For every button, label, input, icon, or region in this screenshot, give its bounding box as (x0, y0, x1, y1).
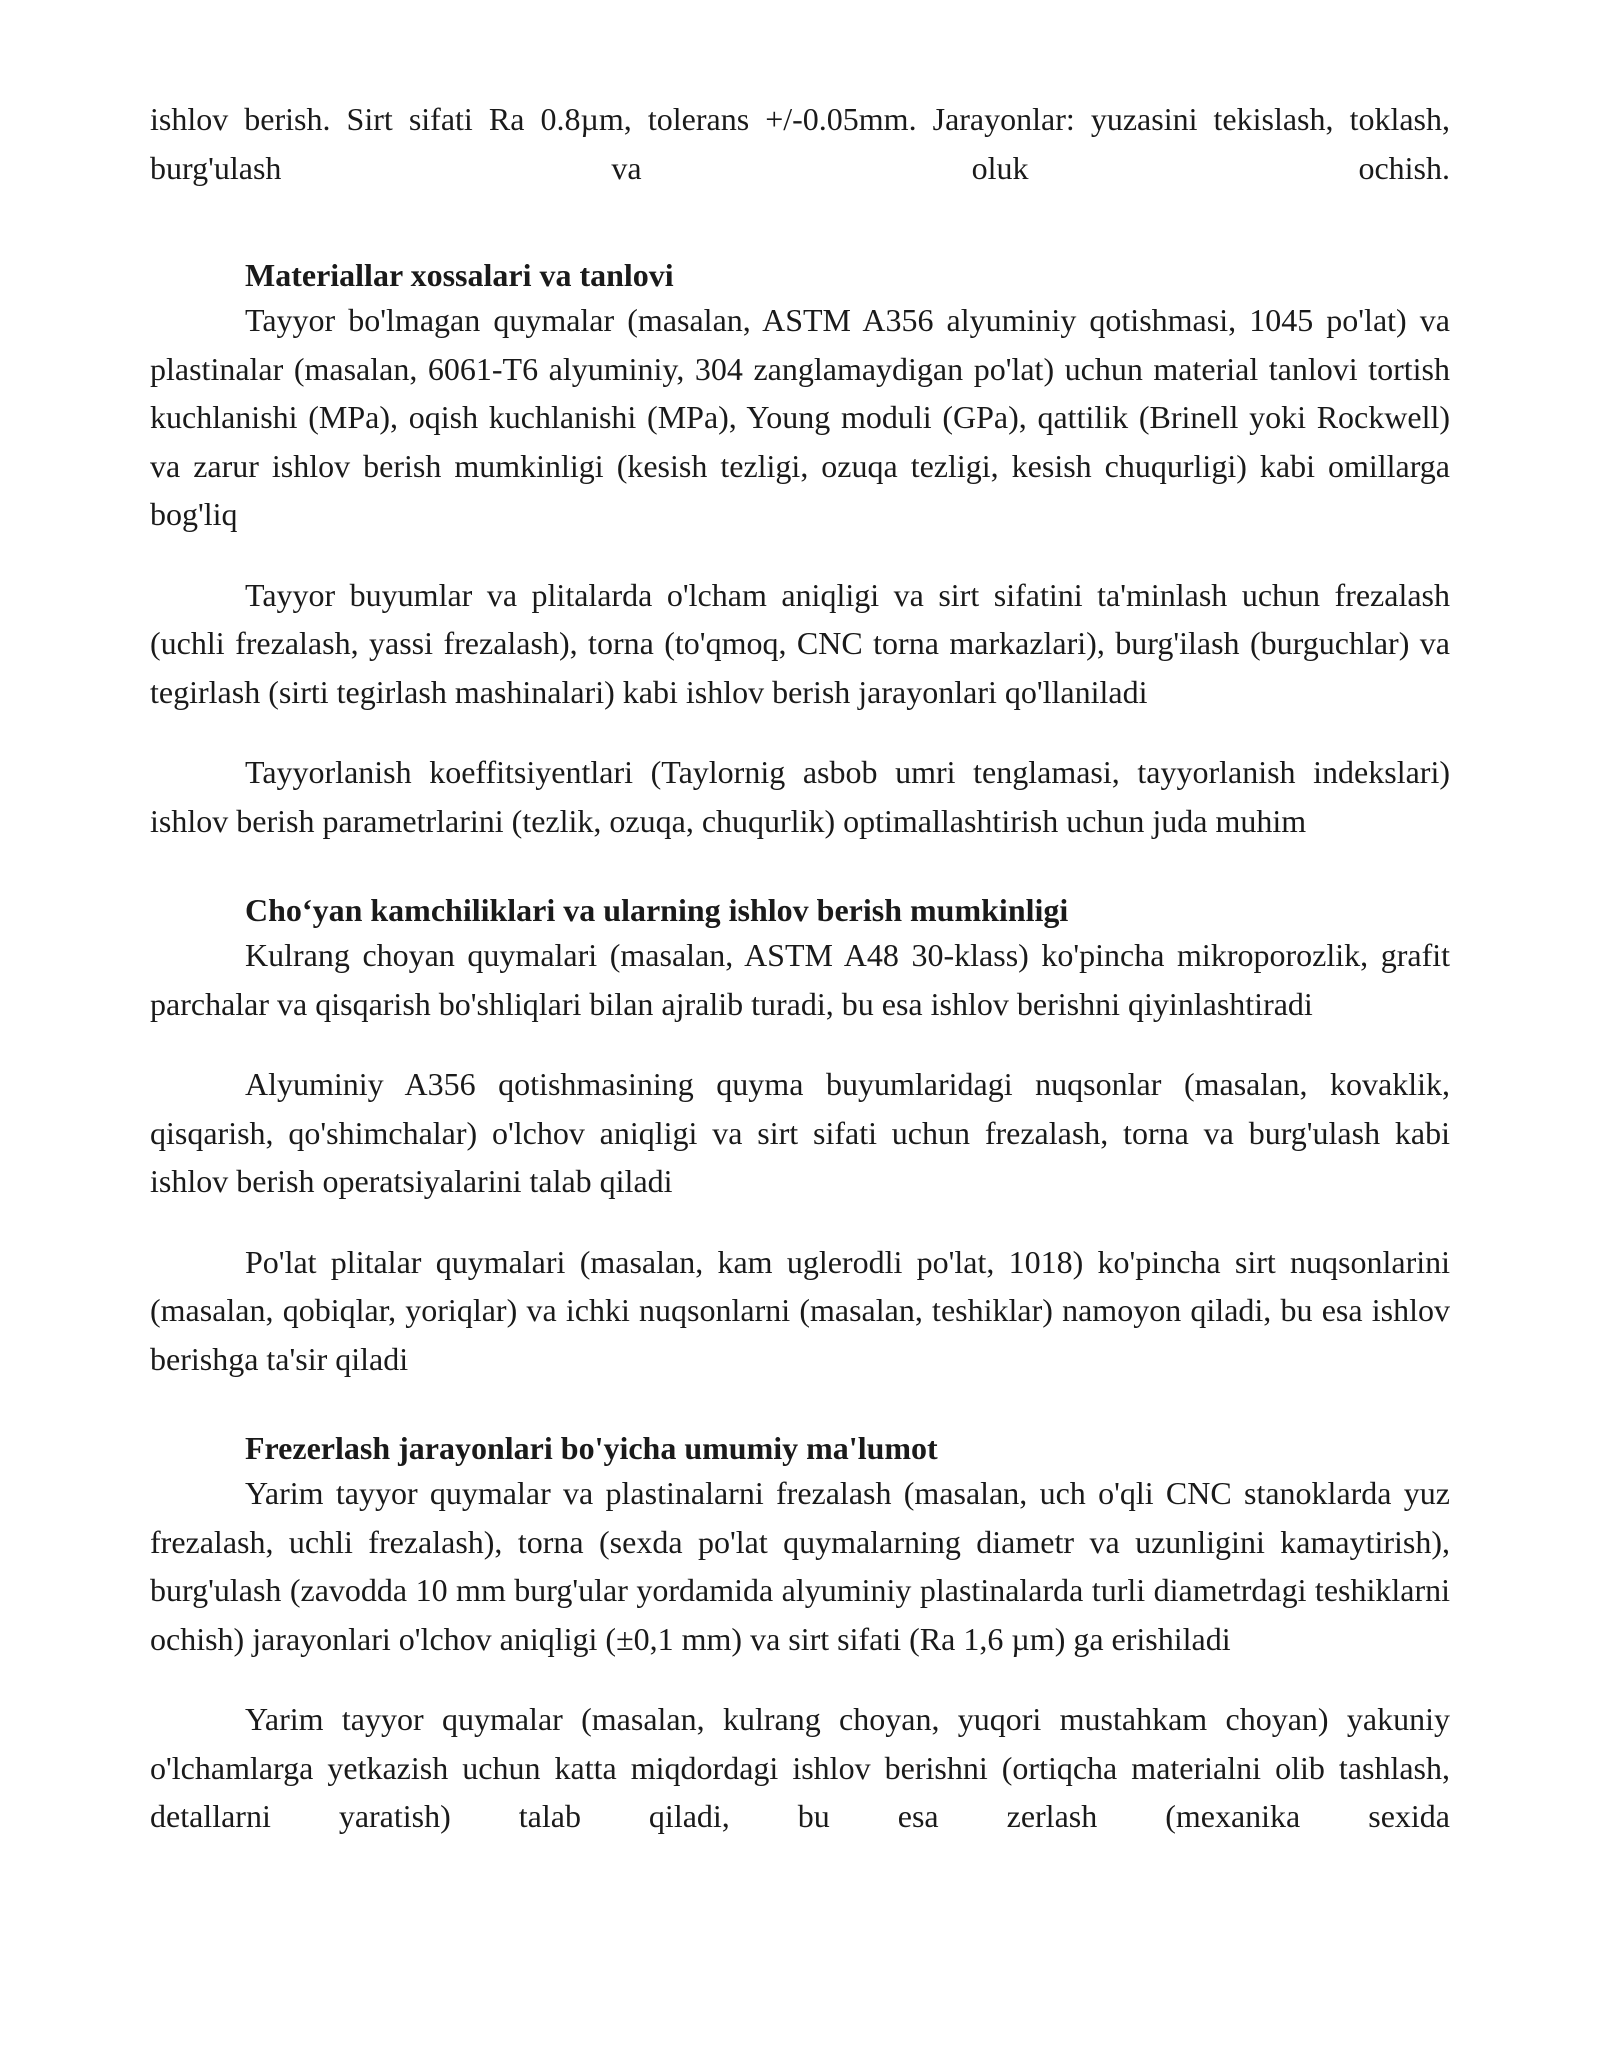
intro-paragraph: ishlov berish. Sirt sifati Ra 0.8µm, tolerans +/-0.05mm. Jarayonlar: yuzasini tekislash, toklash, burg'ulash va oluk ochish. (150, 101, 1450, 186)
section-heading-cast-iron-defects: Cho‘yan kamchiliklari va ularning ishlov berish mumkinligi (245, 892, 1069, 928)
paragraph: Yarim tayyor quymalar va plastinalarni frezalash (masalan, uch o'qli CNC stanoklarda yuz frezalash, uchli frezalash), torna (sexda po'lat quymalarning diametr va uzunligini kamaytirish), burg'ulash (zavodda 10 mm burg'ular yordamida alyuminiy plastinalarda turli diametrdagi teshiklarni ochish) jarayonlari o'lchov aniqligi (±0,1 mm) va sirt sifati (Ra 1,6 µm) ga erishiladi (150, 1475, 1450, 1657)
paragraph: Alyuminiy A356 qotishmasining quyma buyumlaridagi nuqsonlar (masalan, kovaklik, qisqarish, qo'shimchalar) o'lchov aniqligi va sirt sifati uchun frezalash, torna va burg'ulash kabi ishlov berish operatsiyalarini talab qiladi (150, 1066, 1450, 1199)
paragraph: Yarim tayyor quymalar (masalan, kulrang choyan, yuqori mustahkam choyan) yakuniy o'lchamlarga yetkazish uchun katta miqdordagi ishlov berishni (ortiqcha materialni olib tashlash, detallarni yaratish) talab qiladi, bu esa zerlash (mexanika sexida (150, 1701, 1450, 1834)
paragraph: Tayyorlanish koeffitsiyentlari (Taylornig asbob umri tenglamasi, tayyorlanish indekslari) ishlov berish parametrlarini (tezlik, ozuqa, chuqurlik) optimallashtirish uchun juda muhim (150, 754, 1450, 839)
paragraph: Po'lat plitalar quymalari (masalan, kam uglerodli po'lat, 1018) ko'pincha sirt nuqsonlarini (masalan, qobiqlar, yoriqlar) va ichki nuqsonlarni (masalan, teshiklar) namoyon qiladi, bu esa ishlov berishga ta'sir qiladi (150, 1243, 1450, 1377)
section-heading-materials: Materiallar xossalari va tanlovi (245, 257, 674, 293)
paragraph: Kulrang choyan quymalari (masalan, ASTM A48 30-klass) ko'pincha mikroporozlik, grafit parchalar va qisqarish bo'shliqlari bilan ajralib turadi, bu esa ishlov berishni qiyinlashtiradi (150, 937, 1450, 1022)
section-heading-milling-overview: Frezerlash jarayonlari bo'yicha umumiy ma'lumot (245, 1430, 938, 1466)
paragraph: Tayyor buyumlar va plitalarda o'lcham aniqligi va sirt sifatini ta'minlash uchun frezalash (uchli frezalash, yassi frezalash), torna (to'qmoq, CNC torna markazlari), burg'ilash (burguchlar) va tegirlash (sirti tegirlash mashinalari) kabi ishlov berish jarayonlari qo'llaniladi (150, 576, 1450, 710)
paragraph: Tayyor bo'lmagan quymalar (masalan, ASTM A356 alyuminiy qotishmasi, 1045 po'lat) va plastinalar (masalan, 6061-T6 alyuminiy, 304 zanglamaydigan po'lat) uchun material tanlovi tortish kuchlanishi (MPa), oqish kuchlanishi (MPa), Young moduli (GPa), qattilik (Brinell yoki Rockwell) va zarur ishlov berish mumkinligi (kesish tezligi, ozuqa tezligi, kesish chuqurligi) kabi omillarga bog'liq (150, 302, 1450, 532)
